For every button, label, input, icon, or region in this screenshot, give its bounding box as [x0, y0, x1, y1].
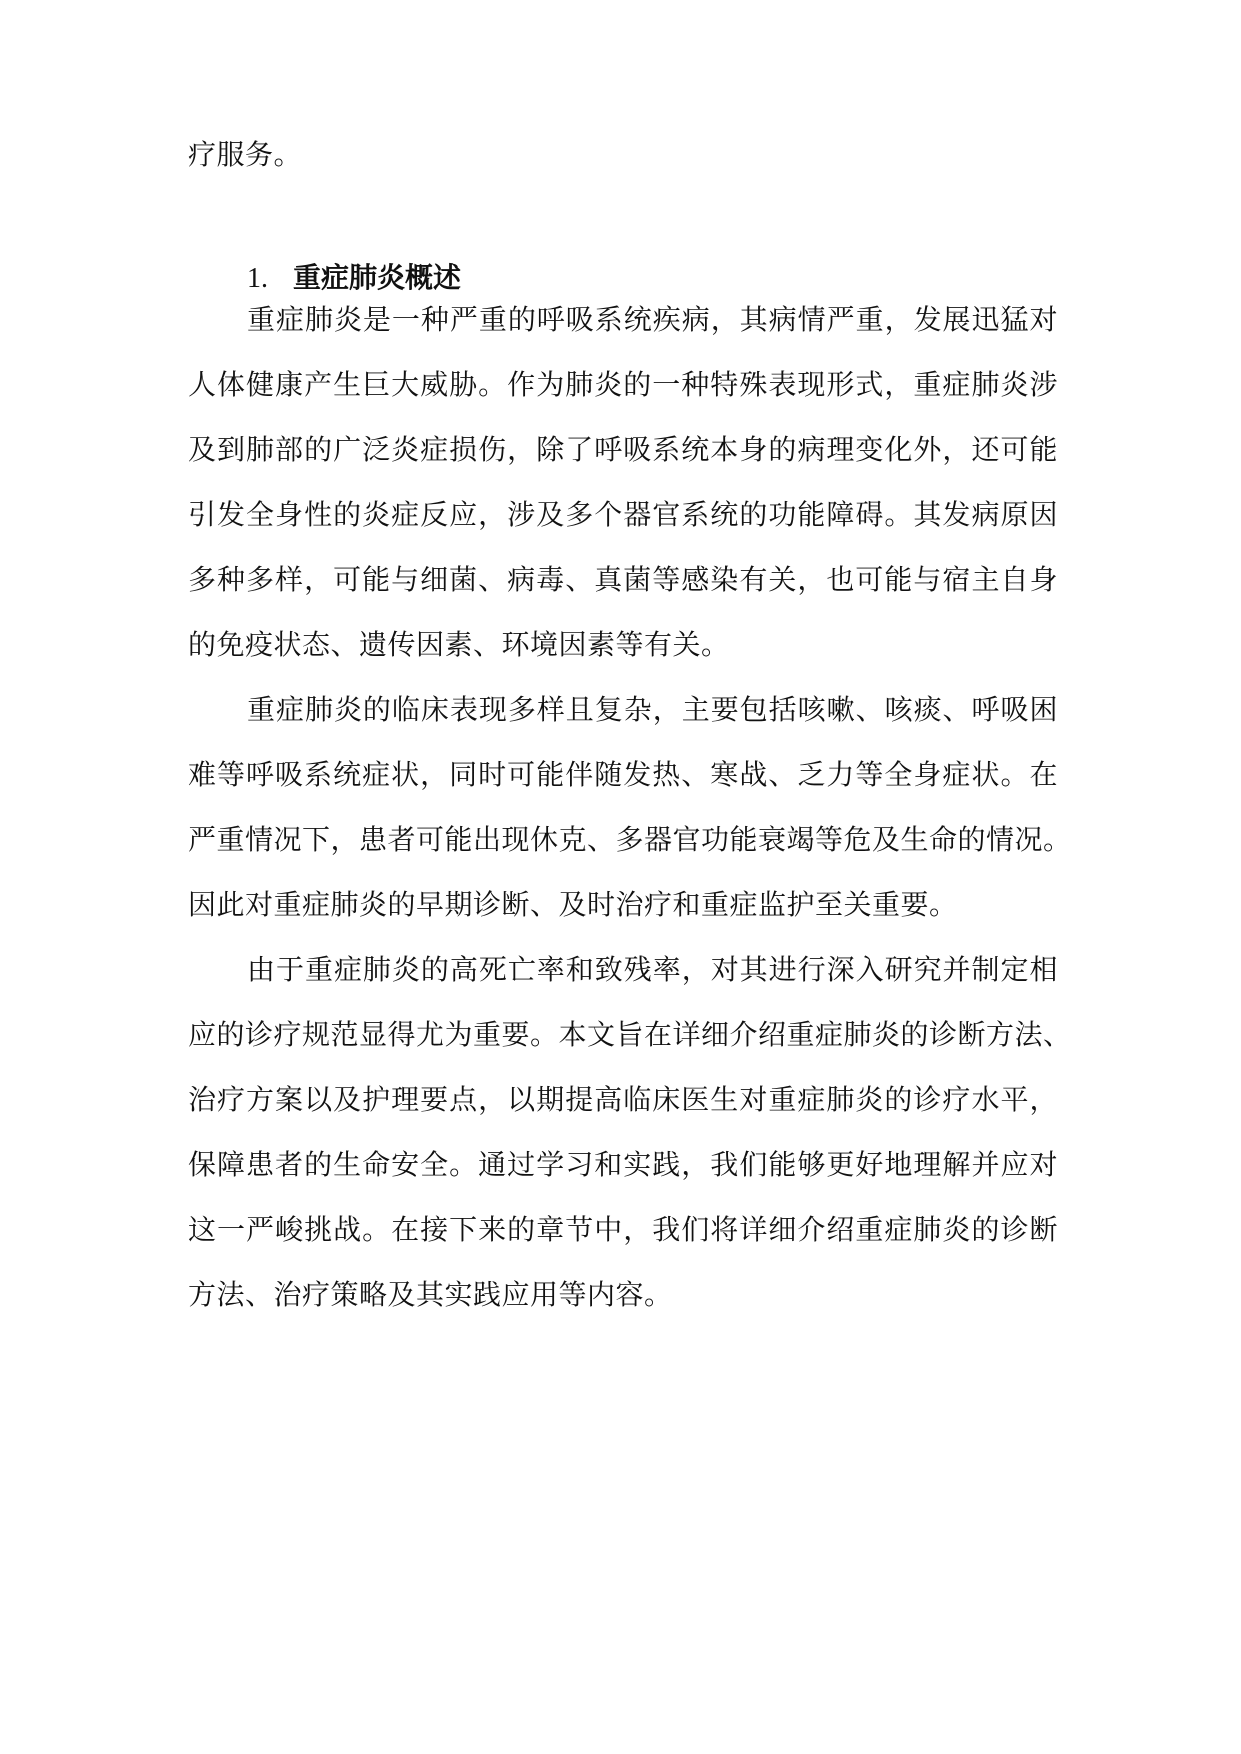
- paragraph-3-line-5: 这一严峻挑战。在接下来的章节中，我们将详细介绍重症肺炎的诊断: [188, 1213, 1058, 1246]
- paragraph-1-line-3: 及到肺部的广泛炎症损伤，除了呼吸系统本身的病理变化外，还可能: [188, 433, 1058, 466]
- paragraph-1-line-1: 重症肺炎是一种严重的呼吸系统疾病，其病情严重，发展迅猛对: [247, 303, 1058, 336]
- paragraph-3-line-1: 由于重症肺炎的高死亡率和致残率，对其进行深入研究并制定相: [247, 953, 1058, 986]
- section-title: 重症肺炎概述: [293, 261, 462, 294]
- paragraph-3-line-3: 治疗方案以及护理要点，以期提高临床医生对重症肺炎的诊疗水平，: [188, 1083, 1058, 1116]
- paragraph-2-line-3: 严重情况下，患者可能出现休克、多器官功能衰竭等危及生命的情况。: [188, 823, 1072, 856]
- paragraph-2-line-1: 重症肺炎的临床表现多样且复杂，主要包括咳嗽、咳痰、呼吸困: [247, 693, 1058, 726]
- paragraph-1-line-5: 多种多样，可能与细菌、病毒、真菌等感染有关，也可能与宿主自身: [188, 563, 1058, 596]
- paragraph-3-line-6: 方法、治疗策略及其实践应用等内容。: [188, 1278, 673, 1311]
- paragraph-1-line-2: 人体健康产生巨大威胁。作为肺炎的一种特殊表现形式，重症肺炎涉: [188, 368, 1058, 401]
- continuation-line: 疗服务。: [188, 138, 303, 171]
- section-heading: [247, 258, 461, 299]
- paragraph-2-line-4: 因此对重症肺炎的早期诊断、及时治疗和重症监护至关重要。: [188, 888, 958, 921]
- paragraph-2-line-2: 难等呼吸系统症状，同时可能伴随发热、寒战、乏力等全身症状。在: [188, 758, 1058, 791]
- paragraph-1-line-4: 引发全身性的炎症反应，涉及多个器官系统的功能障碍。其发病原因: [188, 498, 1058, 531]
- section-number: 1.: [247, 263, 268, 294]
- paragraph-3-line-4: 保障患者的生命安全。通过学习和实践，我们能够更好地理解并应对: [188, 1148, 1058, 1181]
- paragraph-3-line-2: 应的诊疗规范显得尤为重要。本文旨在详细介绍重症肺炎的诊断方法、: [188, 1018, 1072, 1051]
- paragraph-1-line-6: 的免疫状态、遗传因素、环境因素等有关。: [188, 628, 730, 661]
